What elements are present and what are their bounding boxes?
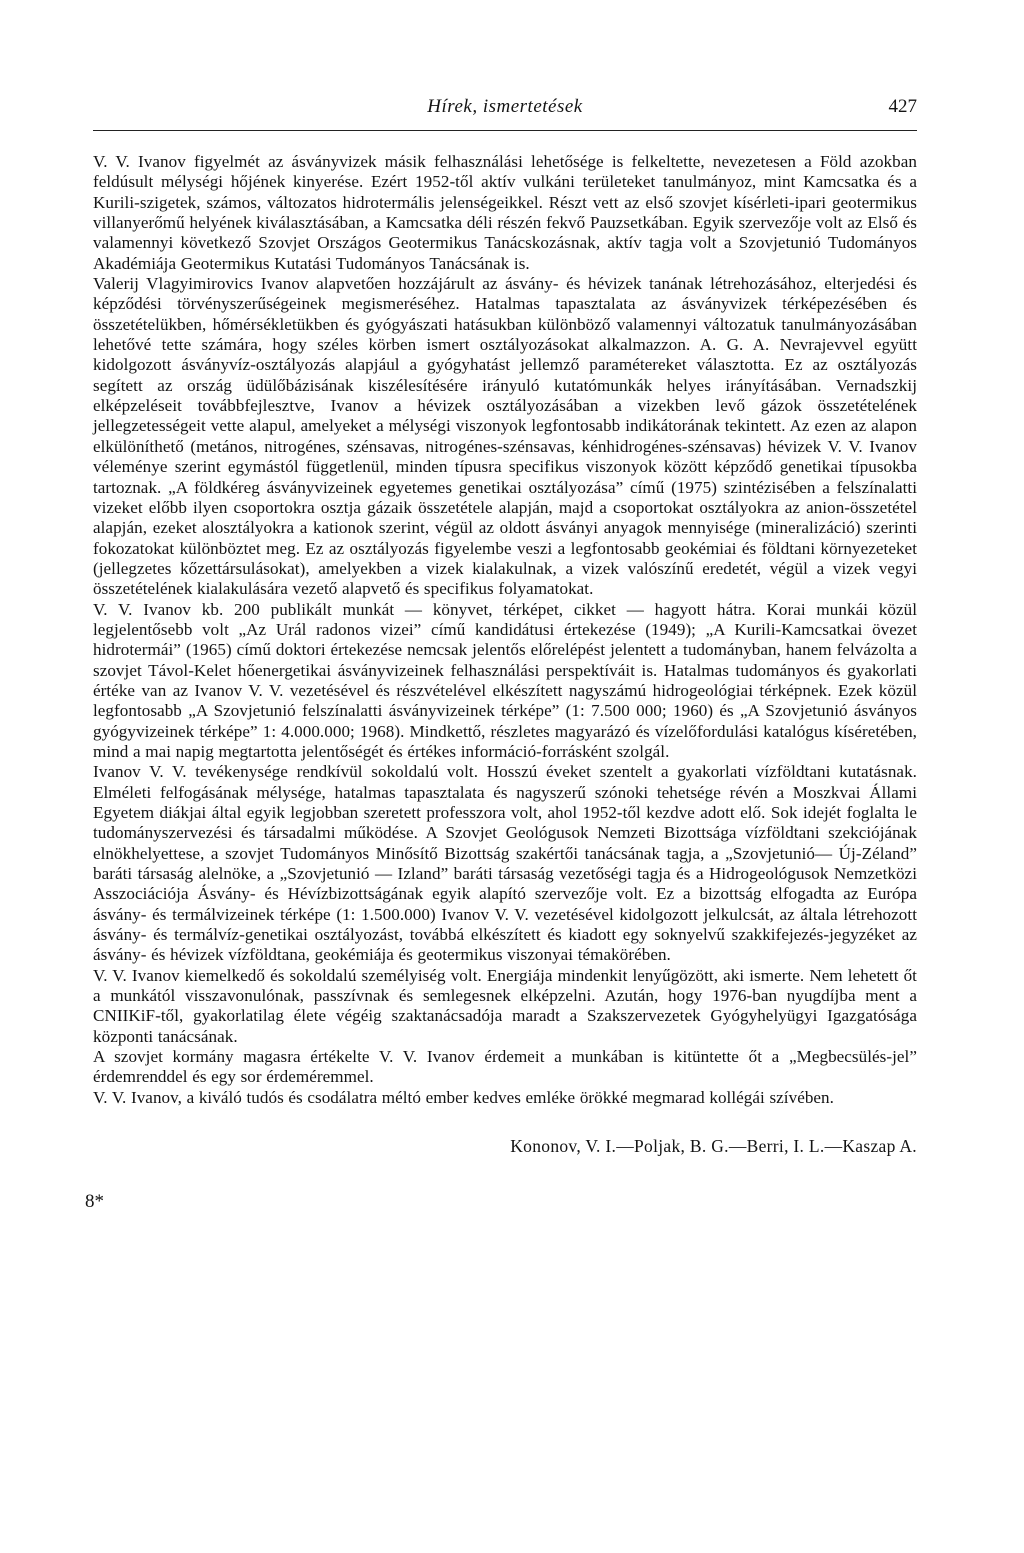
signature-mark: 8* [85,1191,104,1212]
author-signature: Kononov, V. I.—Poljak, B. G.—Berri, I. L.—Kaszap A. [510,1136,917,1156]
running-head [93,96,917,131]
paragraph: Valerij Vlagyimirovics Ivanov alapvetően hozzájárult az ásvány- és hévizek tanának létrehozásához, elterjedési és képződési törvényszerűségeinek megismeréséhez. Hatalmas tapasztalata az ásványvizek térképezésében és összetételükben, hőmérsékletükben és gyógyászati hatásukban különböző valamennyi változatuk tanulmányozásában lehetővé tette számára, hogy széles körben ismert osztályozásokat alkalmazzon. A. G. A. Nevrajevvel együtt kidolgozott ásványvíz-osztályozás alapjául a gyógyhatást jellemző paramétereket választotta. Ez az osztályozás segített az ország üdülőbázisának kiszélesítésére irányuló kutatómunkák helyes irányításában. Vernadszkij elképzeléseit továbbfejlesztve, Ivanov a hévizek osztályozásában a vizekben levő gázok összetételének jellegzetességeit vette alapul, amelyeket a mélységi viszonyok legfontosabb indikátorának tekintett. Az ezen az alapon elkülöníthető (metános, nitrogénes, szénsavas, nitrogénes-szénsavas, kénhidrogénes-szénsavas) hévizek V. V. Ivanov véleménye szerint egymástól függetlenül, minden típusra specifikus viszonyok között képződő genetikai típusokba tartoznak. „A földkéreg ásványvizeinek egyetemes genetikai osztályozása” című (1975) szintézisében a felszínalatti vizeket előbb ilyen csoportokra osztja gázaik összetétele alapján, majd a csoportokat osztályokra az anion-összetétel alapján, ezeket alosztályokra a kationok szerint, végül az oldott ásványi anyagok mennyisége (mineralizáció) szerinti fokozatokat különböztet meg. Ez az osztályozás figyelembe veszi a legfontosabb geokémiai és földtani környezeteket (jellegzetes kőzettársulásokat), amelyekben a vizek kialakulnak, a vizek valószínű eredetét, végül a vizek vegyi összetételének kialakulására vezető alapvető és specifikus folyamatokat. [93,274,917,599]
paragraph: Ivanov V. V. tevékenysége rendkívül sokoldalú volt. Hosszú éveket szentelt a gyakorlati vízföldtani kutatásnak. Elméleti felfogásának mélysége, hatalmas tapasztalata és nagyszerű szónoki tehetsége révén a Moszkvai Állami Egyetem diákjai által egyik legjobban szeretett professzora volt, ahol 1952-től kezdve adott elő. Sok idejét foglalta le tudományszervezési és társadalmi működése. A Szovjet Geológusok Nemzeti Bizottsága vízföldtani szekciójának elnökhelyettese, a szovjet Tudományos Minősítő Bizottság szakértői tanácsának tagja, a „Szovjetunió— Új-Zéland” baráti társaság alelnöke, a „Szovjetunió — Izland” baráti társaság vezetőségi tagja és a Hidrogeológusok Nemzetközi Asszociációja Ásvány- és Hévízbizottságának egyik alapító szervezője volt. Ez a bizottság elfogadta az Európa ásvány- és termálvizeinek térképe (1: 1.500.000) Ivanov V. V. vezetésével kidolgozott jelkulcsát, az általa létrehozott ásvány- és termálvíz-genetikai osztályozást, továbbá elkészített és kiadott egy soknyelvű szakkifejezés-jegyzéket az ásvány- és hévizek vízföldtana, geokémiája és geotermikus viszonyai témakörében. [93,762,917,965]
page-number: 427 [888,96,917,117]
paragraph: V. V. Ivanov figyelmét az ásványvizek másik felhasználási lehetősége is felkeltette, nevezetesen a Föld azokban feldúsult mélységi hőjének kinyerése. Ezért 1952-től aktív vulkáni területeket tanulmányoz, mint Kamcsatka és a Kurili-szigetek, számos, változatos hidrotermális jelenségeikkel. Részt vett az első szovjet kísérleti-ipari geotermikus villanyerőmű helyének kiválasztásában, a Kamcsatka déli részén fekvő Pauzsetkában. Egyik szervezője volt az Első és valamennyi következő Szovjet Országos Geotermikus Tanácskozásnak, aktív tagja volt a Szovjetunió Tudományos Akadémiája Geotermikus Kutatási Tudományos Tanácsának is. [93,152,917,273]
paragraph: V. V. Ivanov kiemelkedő és sokoldalú személyiség volt. Energiája mindenkit lenyűgözött, aki ismerte. Nem lehetett őt a munkától visszavonulónak, passzívnak és semlegesnek elképzelni. Azután, hogy 1976-ban nyugdíjba ment a CNIIKiF-től, gyakorlatilag élete végéig szaktanácsadója maradt a Szakszervezetek Gyógyhelyügyi Igazgatósága központi tanácsának. [93,965,917,1046]
paragraph: A szovjet kormány magasra értékelte V. V. Ivanov érdemeit a munkában is kitüntette őt a „Megbecsülés-jel” érdemrenddel és egy sor érdeméremmel. [93,1047,917,1087]
running-title: Hírek, ismertetések [427,96,583,117]
paragraph: V. V. Ivanov, a kiváló tudós és csodálatra méltó ember kedves emléke örökké megmarad kollégái szívében. [93,1087,834,1107]
article-body [93,152,917,1108]
paragraph: V. V. Ivanov kb. 200 publikált munkát — könyvet, térképet, cikket — hagyott hátra. Korai munkái közül legjelentősebb volt „Az Urál radonos vizei” című kandidátusi értekezése (1949); „A Kurili-Kamcsatkai övezet hidrotermái” (1965) című doktori értekezése nemcsak jelentős előrelépést jelentett a tudományban, hanem felvázolta a szovjet Távol-Kelet hőenergetikai ásványvizeinek felhasználási perspektíváit is. Hatalmas tudományos és gyakorlati értéke van az Ivanov V. V. vezetésével és részvételével elkészített nagyszámú hidrogeológiai térképnek. Ezek közül legfontosabb „A Szovjetunió felszínalatti ásványvizeinek térképe” (1: 7.500 000; 1960) és „A Szovjetunió ásványos gyógyvizeinek térképe” 1: 4.000.000; 1968). Mindkettő, részletes magyarázó és vízelőfordulási katalógus kíséretében, mind a mai napig megtartotta jelentőségét és értékes információ-forrásként szolgál. [93,599,917,761]
